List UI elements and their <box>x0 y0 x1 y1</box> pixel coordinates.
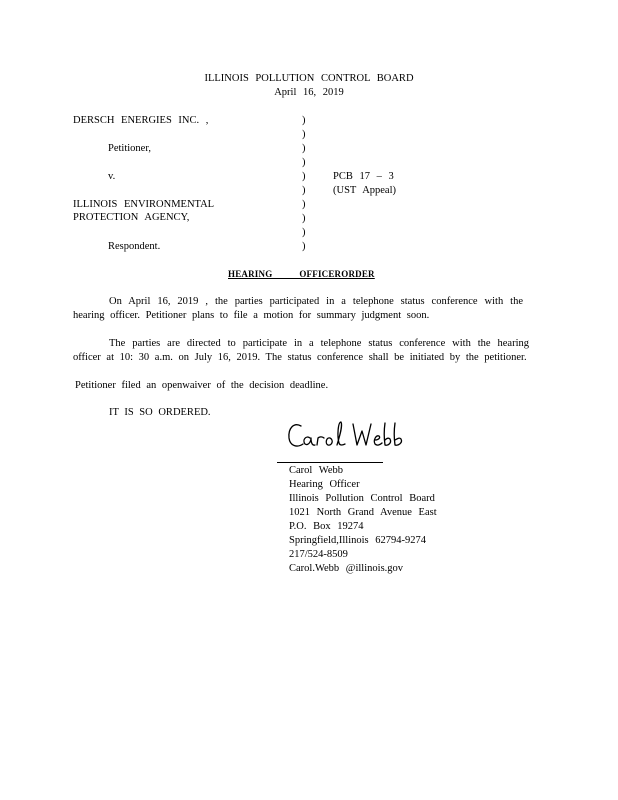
paren: ) <box>302 185 306 196</box>
signature-line <box>277 462 383 463</box>
officer-street-address: 1021 North Grand Avenue East <box>289 507 437 518</box>
paragraph-status-conference: On April 16, 2019 , the parties participated in a telephone status conference with the hearing officer. Petitioner plans to file a motion for summary judgment soon. <box>73 296 523 321</box>
document-date: April 16, 2019 <box>274 87 344 98</box>
paragraph-so-ordered: IT IS SO ORDERED. <box>109 407 211 418</box>
respondent-name-line2: PROTECTION AGENCY, <box>73 212 190 223</box>
versus-label: v. <box>108 171 116 182</box>
petitioner-role: Petitioner, <box>108 143 152 154</box>
handwritten-signature <box>285 418 415 454</box>
signature-block <box>289 464 437 576</box>
agency-name: ILLINOIS POLLUTION CONTROL BOARD <box>204 73 414 84</box>
paren: ) <box>302 143 306 154</box>
case-number: PCB 17 – 3 <box>333 171 394 182</box>
paren: ) <box>302 129 306 140</box>
paragraph-waiver: Petitioner filed an openwaiver of the decision deadline. <box>75 380 329 391</box>
officer-email: Carol.Webb @illinois.gov <box>289 563 404 574</box>
caption-parentheses <box>302 114 306 254</box>
paren: ) <box>302 213 306 224</box>
paren: ) <box>302 115 306 126</box>
paren: ) <box>302 157 306 168</box>
officer-name: Carol Webb <box>289 465 343 476</box>
paren: ) <box>302 227 306 238</box>
paren: ) <box>302 199 306 210</box>
respondent-role: Respondent. <box>108 241 161 252</box>
respondent-name-line1: ILLINOIS ENVIRONMENTAL <box>73 199 215 210</box>
officer-phone: 217/524-8509 <box>289 549 348 560</box>
case-type: (UST Appeal) <box>333 185 397 196</box>
paragraph-directive: The parties are directed to participate in a telephone status conference with the hearing officer at 10: 30 a.m. on July 16, 2019. The status conference shall be initiated by the petitioner. <box>73 338 529 363</box>
petitioner-name: DERSCH ENERGIES INC. , <box>73 115 209 126</box>
paren: ) <box>302 171 306 182</box>
paren: ) <box>302 241 306 252</box>
officer-po-box: P.O. Box 19274 <box>289 521 364 532</box>
officer-title: Hearing Officer <box>289 479 360 490</box>
officer-agency: Illinois Pollution Control Board <box>289 493 435 504</box>
order-title: HEARING OFFICERORDER <box>228 269 375 279</box>
officer-city-state-zip: Springfield,Illinois 62794-9274 <box>289 535 426 546</box>
